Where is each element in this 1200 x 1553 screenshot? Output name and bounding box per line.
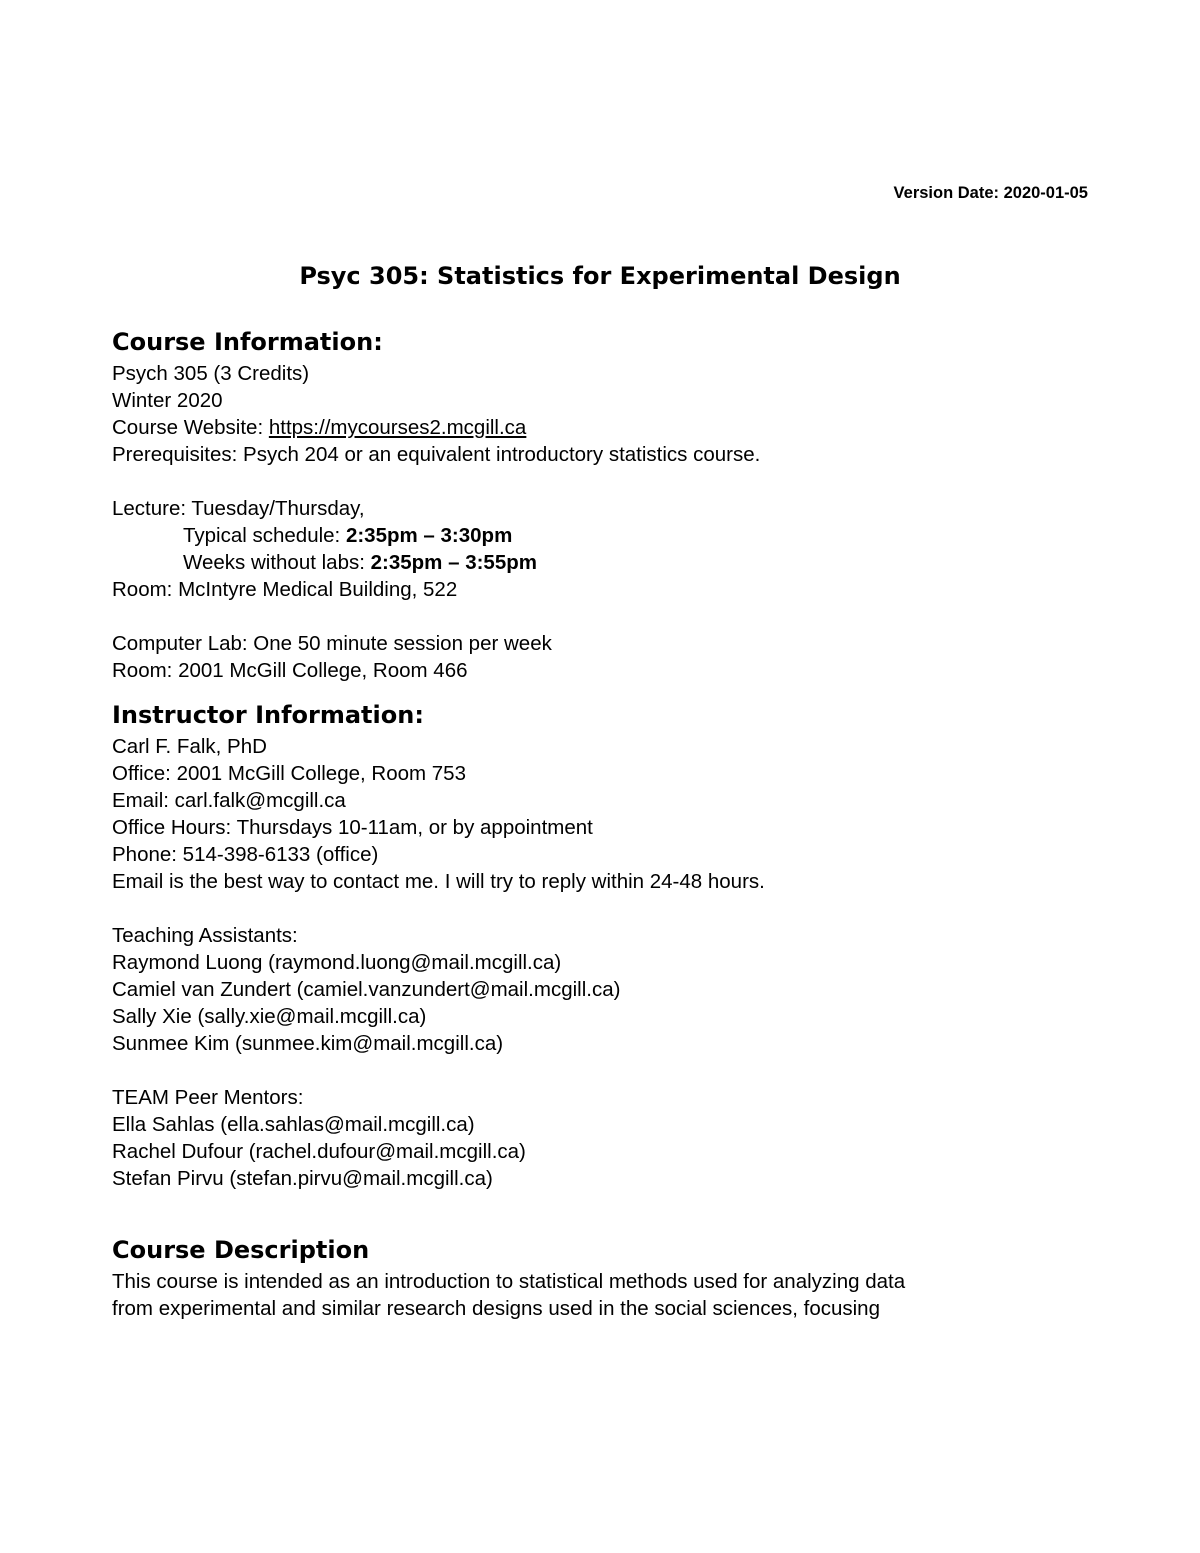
document-title: Psyc 305: Statistics for Experimental Design [299, 262, 901, 290]
peer-mentors-heading: TEAM Peer Mentors: [112, 1086, 304, 1109]
instructor-information-heading: Instructor Information: [112, 701, 424, 729]
ta-list-item: Sunmee Kim (sunmee.kim@mail.mcgill.ca) [112, 1032, 504, 1055]
lab-room: Room: 2001 McGill College, Room 466 [112, 659, 468, 682]
description-line: This course is intended as an introduction to statistical methods used for analyzing data [112, 1270, 906, 1293]
lecture-days: Lecture: Tuesday/Thursday, [112, 497, 365, 520]
typical-schedule-label: Typical schedule: [183, 524, 346, 547]
spacer [112, 1192, 1092, 1232]
ta-list-item: Camiel van Zundert (camiel.vanzundert@mail.mcgill.ca) [112, 978, 621, 1001]
no-lab-schedule-label: Weeks without labs: [183, 551, 371, 574]
document-body [112, 324, 1092, 1322]
instructor-name: Carl F. Falk, PhD [112, 735, 267, 758]
no-lab-schedule-time: 2:35pm – 3:55pm [370, 551, 537, 574]
version-date: Version Date: 2020-01-05 [893, 184, 1088, 202]
spacer [112, 895, 1092, 922]
course-information-heading: Course Information: [112, 328, 383, 356]
course-term: Winter 2020 [112, 389, 223, 412]
instructor-office-hours: Office Hours: Thursdays 10-11am, or by appointment [112, 816, 593, 839]
teaching-assistants-heading: Teaching Assistants: [112, 924, 298, 947]
instructor-email: Email: carl.falk@mcgill.ca [112, 789, 346, 812]
course-website-label: Course Website: [112, 416, 269, 439]
spacer [112, 1057, 1092, 1084]
spacer [112, 603, 1092, 630]
typical-schedule-time: 2:35pm – 3:30pm [345, 524, 513, 547]
spacer [112, 468, 1092, 495]
ta-list-item: Raymond Luong (raymond.luong@mail.mcgill.ca) [112, 951, 562, 974]
instructor-office: Office: 2001 McGill College, Room 753 [112, 762, 466, 785]
ta-list-item: Sally Xie (sally.xie@mail.mcgill.ca) [112, 1005, 427, 1028]
contact-note: Email is the best way to contact me. I will try to reply within 24-48 hours. [112, 870, 765, 893]
course-website-link[interactable]: https://mycourses2.mcgill.ca [268, 416, 527, 439]
course-description-heading: Course Description [112, 1236, 370, 1264]
mentor-list-item: Stefan Pirvu (stefan.pirvu@mail.mcgill.ca) [112, 1167, 493, 1190]
course-prerequisites: Prerequisites: Psych 204 or an equivalent introductory statistics course. [112, 443, 761, 466]
no-lab-schedule [112, 549, 1092, 576]
typical-schedule [112, 522, 1092, 549]
description-line: from experimental and similar research designs used in the social sciences, focusing [112, 1297, 880, 1320]
mentor-list-item: Rachel Dufour (rachel.dufour@mail.mcgill.ca) [112, 1140, 526, 1163]
mentor-list-item: Ella Sahlas (ella.sahlas@mail.mcgill.ca) [112, 1113, 475, 1136]
course-code: Psych 305 (3 Credits) [112, 362, 310, 385]
lecture-room: Room: McIntyre Medical Building, 522 [112, 578, 458, 601]
course-website [112, 414, 1092, 441]
spacer [112, 684, 1092, 697]
computer-lab: Computer Lab: One 50 minute session per week [112, 632, 552, 655]
instructor-phone: Phone: 514-398-6133 (office) [112, 843, 379, 866]
